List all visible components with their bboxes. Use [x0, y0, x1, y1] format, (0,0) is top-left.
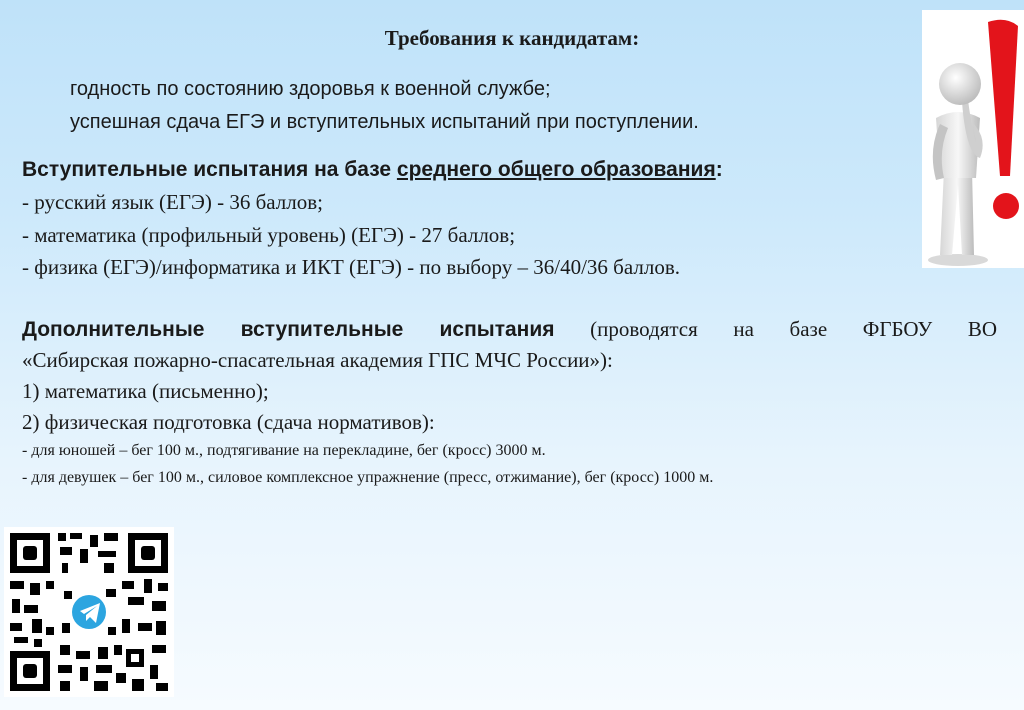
requirement-text: годность по состоянию здоровья к военной службе;: [70, 78, 551, 100]
exam-item: - математика (профильный уровень) (ЕГЭ) - 27 баллов;: [22, 223, 516, 247]
exams-heading-underlined: среднего общего образования: [396, 158, 716, 181]
additional-heading: [22, 317, 997, 342]
requirement-text: успешная сдача ЕГЭ и вступительных испытаний при поступлении.: [70, 111, 699, 133]
additional-heading-bold: Дополнительные вступительные испытания: [22, 318, 555, 341]
additional-heading-rest: (проводятся на базе ФГБОУ ВО: [554, 317, 997, 341]
additional-item: 1) математика (письменно);: [22, 379, 269, 403]
telegram-qr-code-icon: [4, 527, 174, 697]
requirement-item: [28, 111, 699, 134]
exam-item: - физика (ЕГЭ)/информатика и ИКТ (ЕГЭ) - по выбору – 36/40/36 баллов.: [22, 255, 680, 279]
exams-heading-suffix: :: [715, 158, 723, 181]
requirement-item: [28, 78, 551, 101]
additional-line2: «Сибирская пожарно-спасательная академия ГПС МЧС России»):: [22, 348, 613, 372]
thinking-person-exclamation-icon: [922, 10, 1024, 268]
exam-item: - русский язык (ЕГЭ) - 36 баллов;: [22, 190, 324, 214]
additional-subitem: - для девушек – бег 100 м., силовое комплексное упражнение (пресс, отжимание), бег (кросс) 1000 м.: [22, 469, 714, 486]
exams-heading: [22, 157, 723, 182]
exams-heading-prefix: Вступительные испытания на базе: [22, 158, 397, 181]
page-title: Требования к кандидатам:: [384, 26, 640, 50]
additional-subitem: - для юношей – бег 100 м., подтягивание на перекладине, бег (кросс) 3000 м.: [22, 442, 546, 459]
additional-item: 2) физическая подготовка (сдача нормативов):: [22, 410, 435, 434]
